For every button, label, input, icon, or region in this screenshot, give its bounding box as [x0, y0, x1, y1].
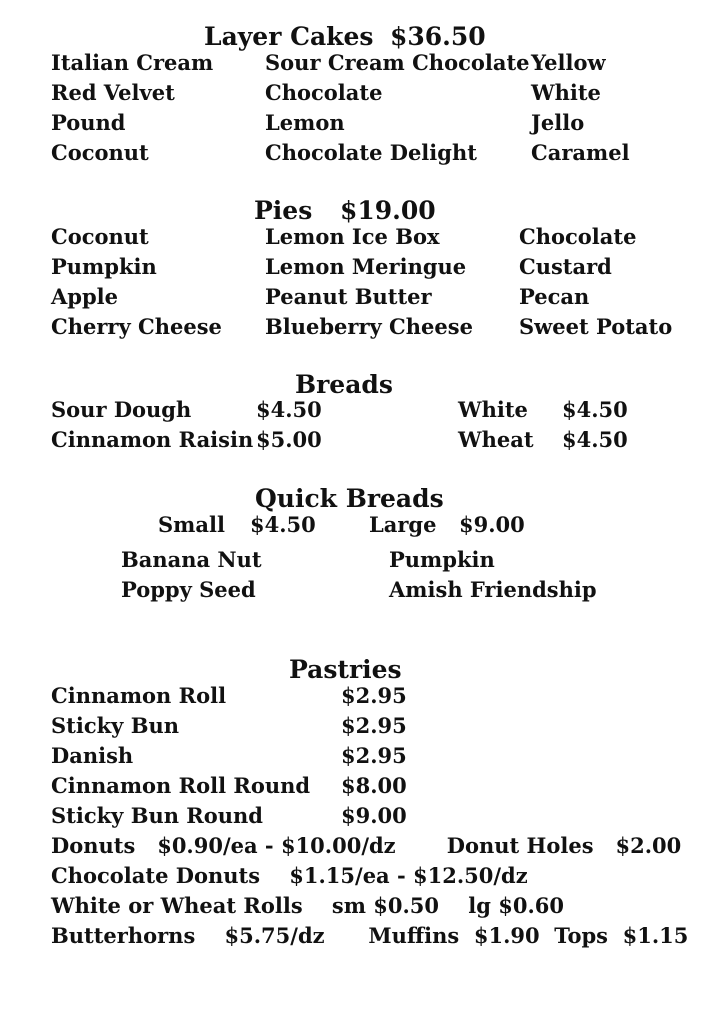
- bread-price: $5.00: [256, 427, 322, 452]
- pies-title: Pies: [254, 196, 313, 225]
- bread-name: Wheat: [458, 427, 534, 452]
- quick-breads-title: Quick Breads: [255, 484, 444, 513]
- small-price: $4.50: [250, 512, 316, 537]
- small-label: Small: [158, 512, 225, 537]
- pastry-line-rolls: White or Wheat Rolls sm $0.50 lg $0.60: [51, 893, 564, 918]
- bread-name: White: [458, 397, 528, 422]
- layer-cake-item: Coconut: [51, 140, 149, 165]
- layer-cake-item: White: [531, 80, 601, 105]
- pie-item: Blueberry Cheese: [265, 314, 473, 339]
- pie-item: Chocolate: [519, 224, 637, 249]
- pie-item: Apple: [51, 284, 118, 309]
- layer-cake-item: Chocolate Delight: [265, 140, 477, 165]
- pastry-line-chocolate-donuts: Chocolate Donuts $1.15/ea - $12.50/dz: [51, 863, 528, 888]
- pastry-price: $2.95: [341, 743, 407, 768]
- pie-item: Cherry Cheese: [51, 314, 222, 339]
- layer-cakes-title: Layer Cakes: [204, 22, 374, 51]
- pastry-name: Cinnamon Roll: [51, 683, 227, 708]
- pie-item: Lemon Ice Box: [265, 224, 440, 249]
- breads-title: Breads: [295, 370, 393, 399]
- bread-name: Cinnamon Raisin: [51, 427, 254, 452]
- pie-item: Lemon Meringue: [265, 254, 467, 279]
- layer-cake-item: Sour Cream Chocolate: [265, 50, 530, 75]
- layer-cake-item: Pound: [51, 110, 126, 135]
- pie-item: Peanut Butter: [265, 284, 432, 309]
- pastry-name: Danish: [51, 743, 134, 768]
- layer-cake-item: Jello: [531, 110, 585, 135]
- bread-name: Sour Dough: [51, 397, 192, 422]
- layer-cake-item: Red Velvet: [51, 80, 175, 105]
- pie-item: Sweet Potato: [519, 314, 673, 339]
- layer-cake-item: Italian Cream: [51, 50, 214, 75]
- layer-cake-item: Lemon: [265, 110, 345, 135]
- pies-price: $19.00: [340, 196, 436, 225]
- bread-price: $4.50: [562, 397, 628, 422]
- pastry-name: Sticky Bun Round: [51, 803, 263, 828]
- layer-cake-item: Yellow: [531, 50, 606, 75]
- large-price: $9.00: [459, 512, 525, 537]
- pastry-name: Sticky Bun: [51, 713, 179, 738]
- bread-price: $4.50: [562, 427, 628, 452]
- pastry-name: Cinnamon Roll Round: [51, 773, 311, 798]
- quick-bread-item: Pumpkin: [389, 547, 495, 572]
- pastry-price: $2.95: [341, 683, 407, 708]
- quick-bread-item: Amish Friendship: [389, 577, 597, 602]
- bread-price: $4.50: [256, 397, 322, 422]
- layer-cake-item: Chocolate: [265, 80, 383, 105]
- pastry-line-butterhorns: Butterhorns $5.75/dz Muffins $1.90 Tops $1.15: [51, 923, 689, 948]
- quick-bread-item: Poppy Seed: [121, 577, 256, 602]
- pie-item: Pumpkin: [51, 254, 157, 279]
- layer-cake-item: Caramel: [531, 140, 630, 165]
- pie-item: Coconut: [51, 224, 149, 249]
- pastry-line-donuts: Donuts $0.90/ea - $10.00/dz Donut Holes $2.00: [51, 833, 682, 858]
- quick-bread-item: Banana Nut: [121, 547, 262, 572]
- pastry-price: $9.00: [341, 803, 407, 828]
- pastry-price: $2.95: [341, 713, 407, 738]
- pastries-title: Pastries: [289, 655, 402, 684]
- large-label: Large: [369, 512, 437, 537]
- pie-item: Pecan: [519, 284, 590, 309]
- pie-item: Custard: [519, 254, 612, 279]
- layer-cakes-price: $36.50: [390, 22, 486, 51]
- pastry-price: $8.00: [341, 773, 407, 798]
